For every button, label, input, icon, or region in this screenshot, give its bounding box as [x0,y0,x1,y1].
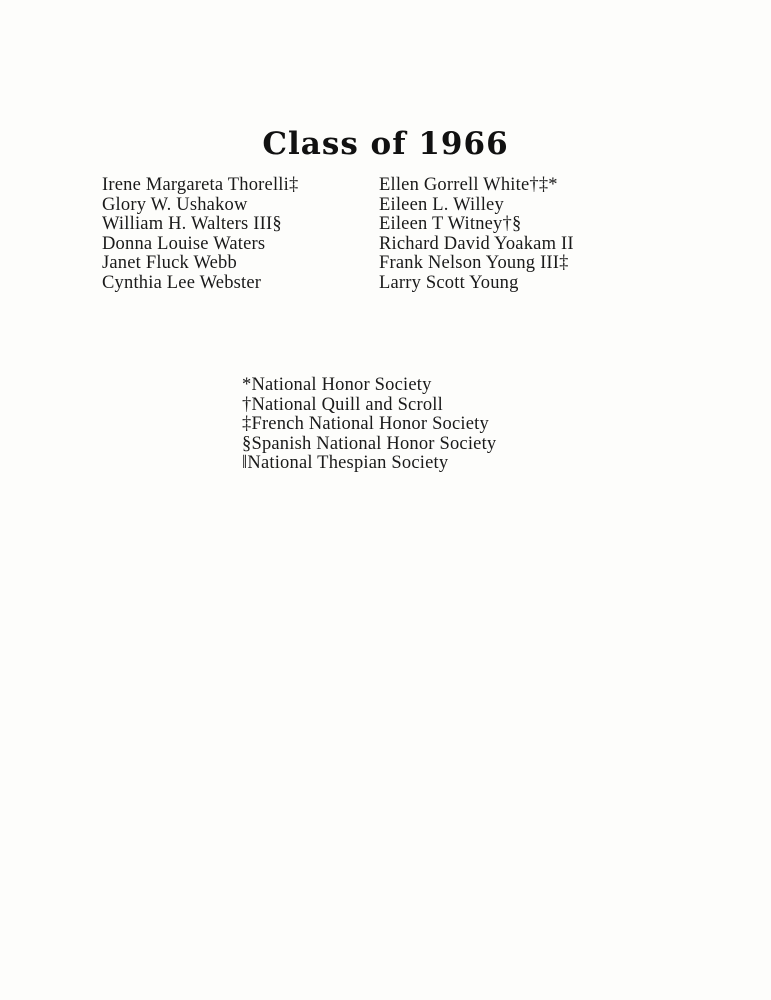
name-entry: Janet Fluck Webb [102,253,237,274]
name-entry: Larry Scott Young [379,272,519,293]
legend-item: §Spanish National Honor Society [242,433,497,454]
legend-item: *National Honor Society [242,375,432,395]
name-entry: Irene Margareta Thorelli‡ [102,175,299,195]
legend-item: †National Quill and Scroll [242,394,443,415]
names-column-left [102,176,298,294]
name-entry: Cynthia Lee Webster [102,272,262,293]
name-entry: Glory W. Ushakow [102,194,248,215]
name-entry: Eileen T Witney†§ [379,214,522,235]
symbol-legend [242,376,496,474]
legend-item: ‡French National Honor Society [242,414,489,435]
name-entry: Donna Louise Waters [102,233,266,254]
page-title: Class of 1966 [262,126,509,162]
legend-item: ‖National Thespian Society [242,453,449,474]
name-entry: William H. Walters III§ [102,214,282,235]
name-entry: Frank Nelson Young III‡ [379,253,569,274]
name-entry: Richard David Yoakam II [379,233,574,254]
name-entry: Eileen L. Willey [379,194,504,215]
name-entry: Ellen Gorrell White†‡* [379,175,558,195]
names-column-right [379,176,574,294]
